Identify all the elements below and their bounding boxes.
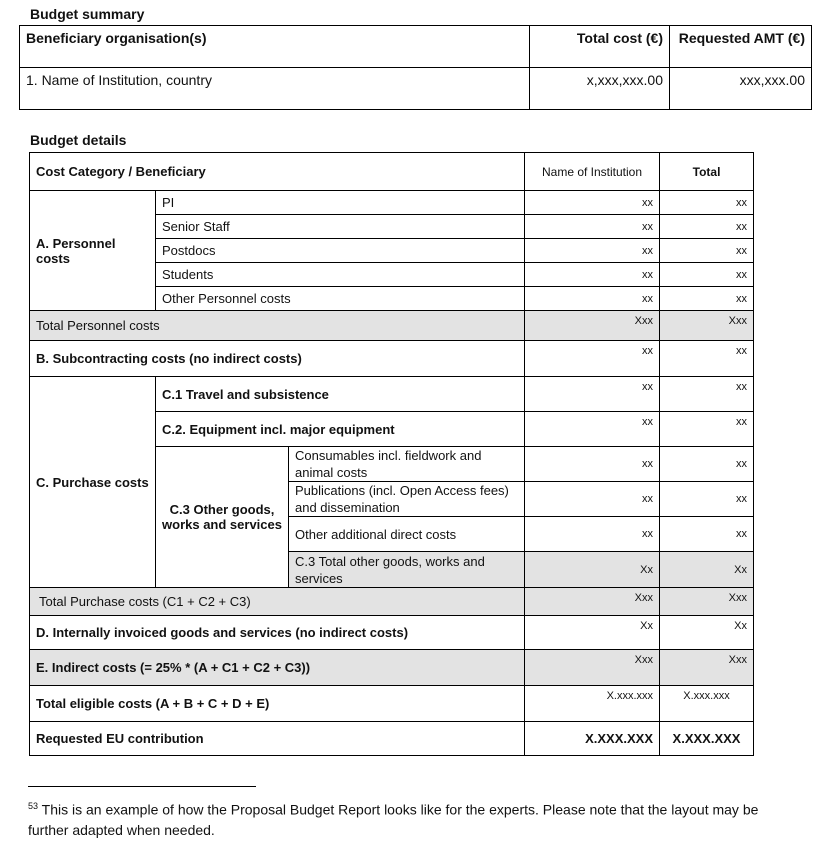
c3-total-inst: Xx — [525, 552, 660, 588]
requested-eu-total: X.XXX.XXX — [660, 722, 754, 756]
subcontracting-inst: xx — [525, 341, 660, 377]
c3-item-total: xx — [660, 517, 754, 552]
cost-category-header: Cost Category / Beneficiary — [30, 153, 525, 191]
subcontracting-label: B. Subcontracting costs (no indirect costs) — [30, 341, 525, 377]
budget-details-table — [29, 152, 754, 756]
beneficiary-header: Beneficiary organisation(s) — [20, 26, 530, 68]
personnel-item-inst: xx — [525, 263, 660, 287]
purchase-costs-label: C. Purchase costs — [30, 377, 156, 588]
requested-eu-label: Requested EU contribution — [30, 722, 525, 756]
institution-name: 1. Name of Institution, country — [20, 68, 530, 110]
c3-total-total: Xx — [660, 552, 754, 588]
personnel-item-label: Postdocs — [156, 239, 525, 263]
personnel-item-total: xx — [660, 215, 754, 239]
total-personnel-label: Total Personnel costs — [30, 311, 525, 341]
internal-invoiced-inst: Xx — [525, 616, 660, 650]
budget-summary-title: Budget summary — [30, 6, 145, 22]
internal-invoiced-total: Xx — [660, 616, 754, 650]
requested-eu-inst: X.XXX.XXX — [525, 722, 660, 756]
internal-invoiced-label: D. Internally invoiced goods and services (no indirect costs) — [30, 616, 525, 650]
c3-item-inst: xx — [525, 517, 660, 552]
indirect-costs-inst: Xxx — [525, 650, 660, 686]
travel-inst: xx — [525, 377, 660, 412]
requested-amount-value: xxx,xxx.00 — [670, 68, 812, 110]
requested-amount-header: Requested AMT (€) — [670, 26, 812, 68]
total-cost-header: Total cost (€) — [530, 26, 670, 68]
personnel-item-total: xx — [660, 263, 754, 287]
total-personnel-inst: Xxx — [525, 311, 660, 341]
total-eligible-total: X.xxx.xxx — [660, 686, 754, 722]
footnote — [28, 796, 788, 840]
indirect-costs-label: E. Indirect costs (= 25% * (A + C1 + C2 + C3)) — [30, 650, 525, 686]
other-goods-label: C.3 Other goods, works and services — [156, 447, 289, 588]
total-column-header: Total — [660, 153, 754, 191]
personnel-item-label: Senior Staff — [156, 215, 525, 239]
personnel-item-total: xx — [660, 239, 754, 263]
c3-item-inst: xx — [525, 447, 660, 482]
travel-label: C.1 Travel and subsistence — [156, 377, 525, 412]
personnel-item-label: PI — [156, 191, 525, 215]
institution-column-header: Name of Institution — [525, 153, 660, 191]
personnel-item-total: xx — [660, 191, 754, 215]
c3-item-total: xx — [660, 447, 754, 482]
total-eligible-label: Total eligible costs (A + B + C + D + E) — [30, 686, 525, 722]
total-cost-value: x,xxx,xxx.00 — [530, 68, 670, 110]
c3-item-label: Publications (incl. Open Access fees) and dissemination — [289, 482, 525, 517]
footnote-divider — [28, 786, 256, 787]
c3-item-label: Other additional direct costs — [289, 517, 525, 552]
travel-total: xx — [660, 377, 754, 412]
equipment-label: C.2. Equipment incl. major equipment — [156, 412, 525, 447]
personnel-costs-label: A. Personnel costs — [30, 191, 156, 311]
personnel-item-label: Other Personnel costs — [156, 287, 525, 311]
personnel-item-inst: xx — [525, 191, 660, 215]
footnote-text: This is an example of how the Proposal Budget Report looks like for the experts. Please note that the layout may be further adapted when needed. — [28, 801, 759, 838]
subcontracting-total: xx — [660, 341, 754, 377]
personnel-item-inst: xx — [525, 215, 660, 239]
c3-item-inst: xx — [525, 482, 660, 517]
personnel-item-inst: xx — [525, 239, 660, 263]
personnel-item-inst: xx — [525, 287, 660, 311]
c3-total-label: C.3 Total other goods, works and services — [289, 552, 525, 588]
c3-item-label: Consumables incl. fieldwork and animal costs — [289, 447, 525, 482]
c3-item-total: xx — [660, 482, 754, 517]
footnote-number: 53 — [28, 801, 39, 811]
personnel-item-total: xx — [660, 287, 754, 311]
equipment-inst: xx — [525, 412, 660, 447]
total-eligible-inst: X.xxx.xxx — [525, 686, 660, 722]
equipment-total: xx — [660, 412, 754, 447]
budget-summary-table — [19, 25, 812, 110]
total-purchase-inst: Xxx — [525, 588, 660, 616]
total-purchase-label: Total Purchase costs (C1 + C2 + C3) — [30, 588, 525, 616]
personnel-item-label: Students — [156, 263, 525, 287]
budget-details-title: Budget details — [30, 132, 127, 148]
indirect-costs-total: Xxx — [660, 650, 754, 686]
total-personnel-total: Xxx — [660, 311, 754, 341]
total-purchase-total: Xxx — [660, 588, 754, 616]
